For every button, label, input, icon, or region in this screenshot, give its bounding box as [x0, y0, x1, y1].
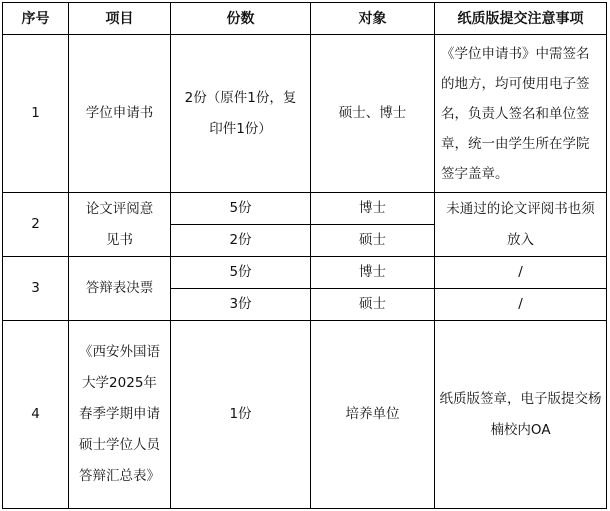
- row-item-text: 《西安外国语大学2025年春季学期申请硕士学位人员答辩汇总表》: [79, 344, 160, 484]
- row-notes: [435, 321, 607, 509]
- row-notes-text: 纸质版签章，电子版提交杨楠校内OA: [439, 390, 602, 438]
- row-notes: [435, 193, 607, 257]
- row-copies: 5份: [171, 257, 311, 289]
- row-copies: 1份: [171, 321, 311, 509]
- row-item: 答辩表决票: [69, 257, 171, 321]
- row-copies: 5份: [171, 193, 311, 225]
- row-notes: /: [435, 289, 607, 321]
- header-notes: 纸质版提交注意事项: [435, 3, 607, 35]
- row-item-text: 论文评阅意见书: [85, 200, 154, 248]
- row-notes: [435, 35, 607, 193]
- table-row: [3, 257, 607, 289]
- table-row: [3, 35, 607, 193]
- row-notes: /: [435, 257, 607, 289]
- row-copies: [171, 35, 311, 193]
- row-target: 硕士: [311, 225, 435, 257]
- row-copies-text: 2份（原件1份，复印件1份）: [184, 89, 297, 137]
- row-copies: 3份: [171, 289, 311, 321]
- row-item: [69, 193, 171, 257]
- row-index: 4: [3, 321, 69, 509]
- row-target: 博士: [311, 193, 435, 225]
- header-index: 序号: [3, 3, 69, 35]
- table-row: [3, 321, 607, 509]
- row-notes-text: 《学位申请书》中需签名的地方，均可使用电子签名，负责人签名和单位签章，统一由学生所在学院签字盖章。: [441, 45, 590, 182]
- table-row: [3, 193, 607, 225]
- row-target: 培养单位: [311, 321, 435, 509]
- row-notes-text: 未通过的论文评阅书也须放入: [446, 200, 595, 248]
- row-index: 1: [3, 35, 69, 193]
- row-item: [69, 321, 171, 509]
- row-index: 2: [3, 193, 69, 257]
- row-target: 博士: [311, 257, 435, 289]
- header-target: 对象: [311, 3, 435, 35]
- header-copies: 份数: [171, 3, 311, 35]
- submission-table: [2, 2, 607, 509]
- row-copies: 2份: [171, 225, 311, 257]
- table-header-row: [3, 3, 607, 35]
- header-item: 项目: [69, 3, 171, 35]
- row-target: 硕士、博士: [311, 35, 435, 193]
- row-target: 硕士: [311, 289, 435, 321]
- row-item: 学位申请书: [69, 35, 171, 193]
- row-index: 3: [3, 257, 69, 321]
